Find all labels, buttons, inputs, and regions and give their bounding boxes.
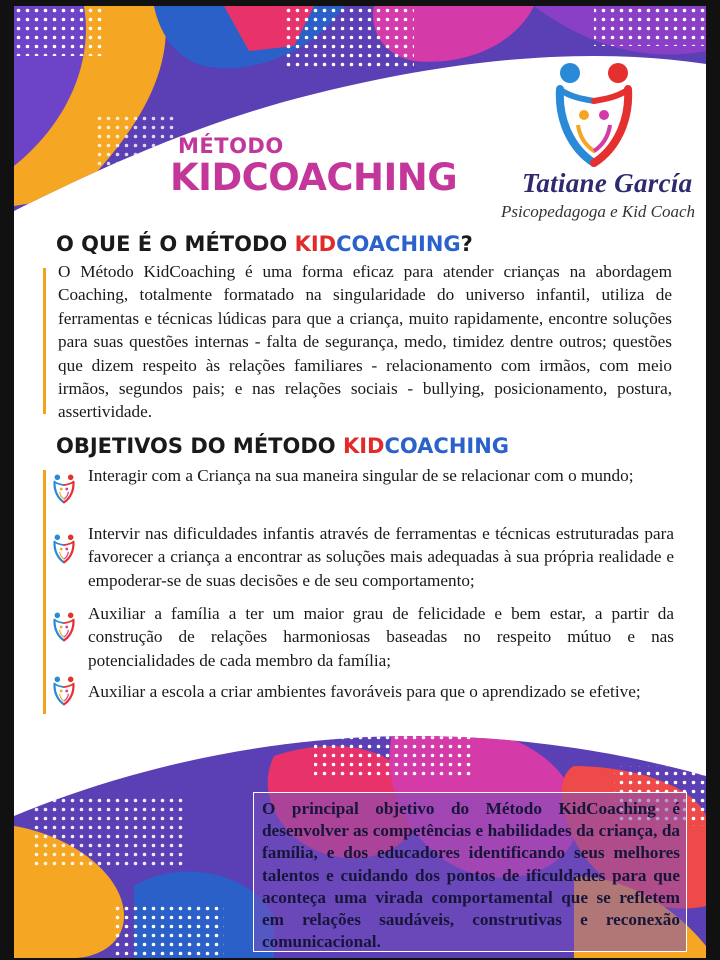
family-heart-icon	[51, 534, 77, 564]
section-what-heading	[56, 232, 473, 256]
flyer-page	[14, 6, 706, 958]
heading-prefix: OBJETIVOS DO MÉTODO	[56, 434, 343, 458]
family-heart-icon	[51, 676, 77, 706]
brand-subtitle: Psicopedagoga e Kid Coach	[501, 202, 696, 221]
heading-suffix: ?	[460, 232, 473, 256]
objective-item: Interagir com a Criança na sua maneira singular de se relacionar com o mundo;	[88, 466, 634, 485]
title-small: MÉTODO	[178, 134, 284, 158]
summary-text: O principal objetivo do Método KidCoaching é desenvolver as competências e habilidades da criança, da família, e dos educadores identificando seus melhores talentos e cuidando dos pontos de ificuldades para que aconteça uma virada comportamental que se refletem em relações saudáveis, construtivas e reconexão comunicacional.	[262, 799, 680, 952]
heading-kid: KID	[294, 232, 337, 256]
accent-bar	[43, 470, 46, 714]
heading-coaching: COACHING	[336, 232, 461, 256]
accent-bar	[43, 268, 46, 414]
intro-paragraph: O Método KidCoaching é uma forma eficaz para atender crianças na abordagem Coaching, totalmente formatado na singularidade do universo infantil, utiliza de ferramentas e técnicas lúdicas para que a criança, muito rapidamente, encontre soluções para suas questões internas - falta de segurança, medo, timidez dentre outros; questões que dizem respeito às relações familiares - relacionamento com irmãos, com meio irmãos, segundos pais; e nas relações sociais - bullying, posicionamento, postura, assertividade.	[58, 262, 672, 422]
heading-kid: KID	[342, 434, 385, 458]
objective-item: Auxiliar a escola a criar ambientes favoráveis para que o aprendizado se efetive;	[88, 682, 641, 701]
family-heart-icon	[51, 474, 77, 504]
objective-item: Intervir nas dificuldades infantis através de ferramentas e técnicas estruturadas para favorecer a criança a encontrar as soluções mais adequadas à sua própria realidade e empoderar-se de suas decisões e de seu comportamento;	[88, 524, 674, 590]
family-heart-icon	[552, 61, 636, 169]
heading-prefix: O QUE É O MÉTODO	[56, 232, 295, 256]
heading-coaching: COACHING	[384, 434, 510, 458]
family-heart-icon	[51, 612, 77, 642]
section-objectives-heading	[56, 434, 509, 458]
title-big: KIDCOACHING	[170, 156, 458, 199]
objective-item: Auxiliar a família a ter um maior grau de felicidade e bem estar, a partir da construção de relações harmoniosas baseadas no respeito mútuo e nas potencialidades de cada membro da família;	[88, 604, 674, 670]
brand-name: Tatiane García	[522, 168, 693, 198]
